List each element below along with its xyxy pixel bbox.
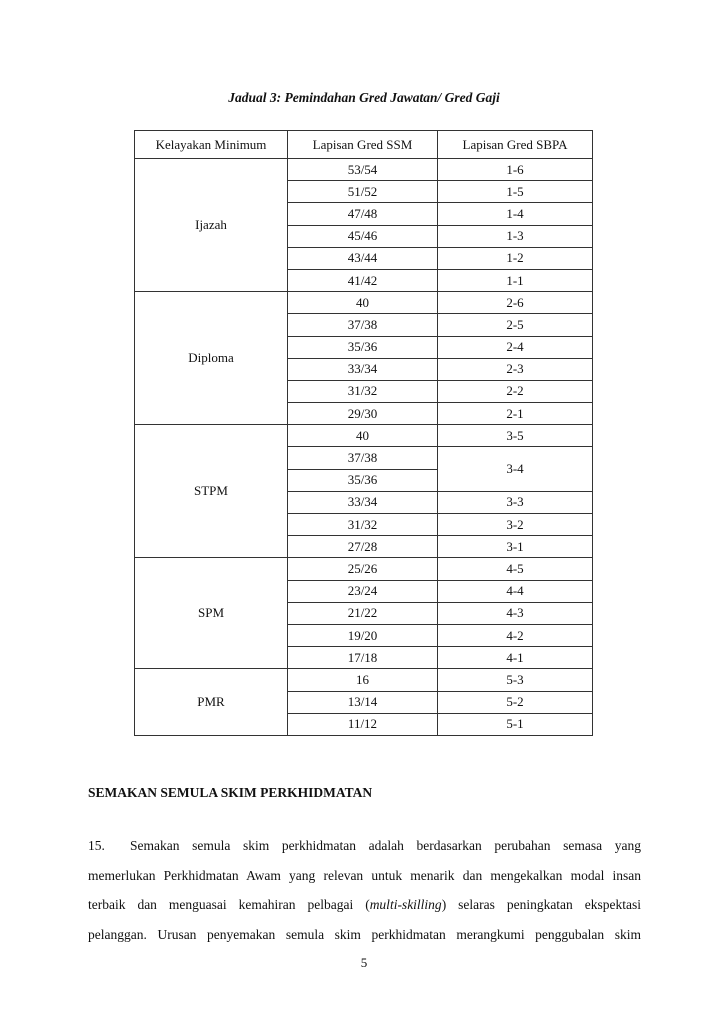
ssm-cell: 11/12 [288, 713, 438, 735]
ssm-cell: 40 [288, 425, 438, 447]
sbpa-cell: 5-2 [438, 691, 593, 713]
sbpa-cell: 3-2 [438, 514, 593, 536]
paragraph-text: memerlukan Perkhidmatan Awam yang relevan untuk menarik dan mengekalkan modal insan [88, 867, 641, 883]
header-sbpa: Lapisan Gred SBPA [438, 131, 593, 159]
ssm-cell: 35/36 [288, 469, 438, 491]
paragraph-15 [88, 831, 641, 949]
paragraph-text: ) selaras peningkatan ekspektasi [441, 897, 641, 912]
table-row [135, 292, 593, 314]
sbpa-cell: 1-3 [438, 225, 593, 247]
sbpa-cell: 2-6 [438, 292, 593, 314]
ssm-cell: 19/20 [288, 624, 438, 646]
ssm-cell: 43/44 [288, 247, 438, 269]
ssm-cell: 40 [288, 292, 438, 314]
paragraph-line [88, 890, 641, 920]
ssm-cell: 45/46 [288, 225, 438, 247]
sbpa-cell: 1-2 [438, 247, 593, 269]
sbpa-cell: 3-4 [438, 447, 593, 491]
sbpa-cell: 4-3 [438, 602, 593, 624]
kelayakan-cell: Diploma [135, 292, 288, 425]
table-row [135, 669, 593, 691]
sbpa-cell: 2-3 [438, 358, 593, 380]
sbpa-cell: 4-4 [438, 580, 593, 602]
sbpa-cell: 1-6 [438, 159, 593, 181]
ssm-cell: 25/26 [288, 558, 438, 580]
page-number: 5 [360, 955, 368, 970]
italic-term: multi-skilling [369, 897, 442, 912]
grade-transfer-table [134, 130, 593, 736]
header-ssm: Lapisan Gred SSM [288, 131, 438, 159]
ssm-cell: 16 [288, 669, 438, 691]
table-row [135, 425, 593, 447]
table-header-row [135, 131, 593, 159]
sbpa-cell: 4-2 [438, 624, 593, 646]
ssm-cell: 23/24 [288, 580, 438, 602]
kelayakan-cell: PMR [135, 669, 288, 736]
ssm-cell: 37/38 [288, 314, 438, 336]
ssm-cell: 33/34 [288, 491, 438, 513]
kelayakan-cell: Ijazah [135, 159, 288, 292]
sbpa-cell: 2-1 [438, 403, 593, 425]
sbpa-cell: 4-1 [438, 647, 593, 669]
table-row [135, 159, 593, 181]
ssm-cell: 53/54 [288, 159, 438, 181]
section-heading: SEMAKAN SEMULA SKIM PERKHIDMATAN [88, 785, 373, 800]
paragraph-text: terbaik dan menguasai kemahiran pelbagai ( [88, 897, 370, 912]
ssm-cell: 17/18 [288, 647, 438, 669]
sbpa-cell: 3-3 [438, 491, 593, 513]
table-row [135, 558, 593, 580]
paragraph-number: 15. [88, 838, 105, 853]
ssm-cell: 37/38 [288, 447, 438, 469]
ssm-cell: 31/32 [288, 380, 438, 402]
paragraph-line [88, 920, 641, 950]
ssm-cell: 35/36 [288, 336, 438, 358]
header-kelayakan: Kelayakan Minimum [135, 131, 288, 159]
sbpa-cell: 5-1 [438, 713, 593, 735]
sbpa-cell: 2-5 [438, 314, 593, 336]
ssm-cell: 21/22 [288, 602, 438, 624]
ssm-cell: 51/52 [288, 181, 438, 203]
sbpa-cell: 3-1 [438, 536, 593, 558]
ssm-cell: 47/48 [288, 203, 438, 225]
paragraph-text: pelanggan. Urusan penyemakan semula skim perkhidmatan merangkumi penggubalan skim [88, 926, 641, 942]
table-body [135, 159, 593, 736]
sbpa-cell: 4-5 [438, 558, 593, 580]
sbpa-cell: 1-5 [438, 181, 593, 203]
sbpa-cell: 2-2 [438, 380, 593, 402]
ssm-cell: 33/34 [288, 358, 438, 380]
ssm-cell: 29/30 [288, 403, 438, 425]
kelayakan-cell: SPM [135, 558, 288, 669]
table-title: Jadual 3: Pemindahan Gred Jawatan/ Gred Gaji [228, 90, 500, 105]
sbpa-cell: 2-4 [438, 336, 593, 358]
paragraph-line [88, 831, 641, 861]
ssm-cell: 13/14 [288, 691, 438, 713]
ssm-cell: 41/42 [288, 269, 438, 291]
sbpa-cell: 3-5 [438, 425, 593, 447]
sbpa-cell: 1-1 [438, 269, 593, 291]
paragraph-line [88, 861, 641, 891]
ssm-cell: 31/32 [288, 514, 438, 536]
sbpa-cell: 5-3 [438, 669, 593, 691]
ssm-cell: 27/28 [288, 536, 438, 558]
kelayakan-cell: STPM [135, 425, 288, 558]
sbpa-cell: 1-4 [438, 203, 593, 225]
paragraph-text: Semakan semula skim perkhidmatan adalah berdasarkan perubahan semasa yang [130, 838, 641, 853]
